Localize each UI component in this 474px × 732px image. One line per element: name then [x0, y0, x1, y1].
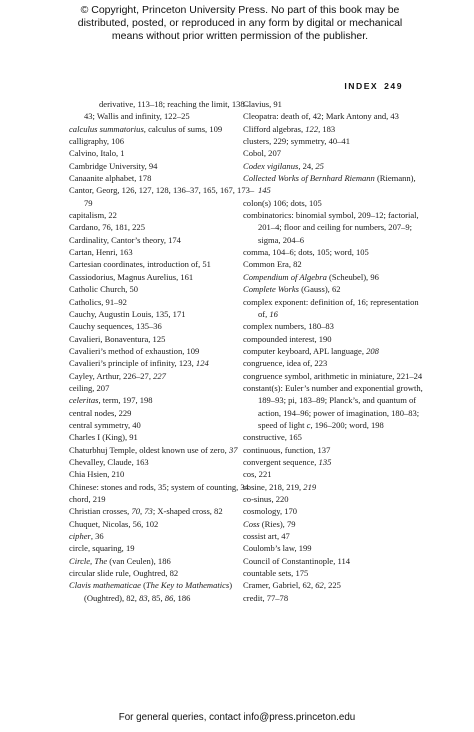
index-entry: calligraphy, 106	[69, 136, 124, 147]
index-entry: calculus summatorius, calculus of sums, 109	[69, 123, 223, 134]
index-entry: celeritas, term, 197, 198	[69, 395, 153, 406]
index-entry: Cartesian coordinates, introduction of, 51	[69, 259, 211, 270]
index-entry: Charles I (King), 91	[69, 432, 138, 443]
copyright-notice	[40, 4, 440, 43]
page-number: 249	[384, 81, 403, 91]
index-entry: Catholic Church, 50	[69, 284, 139, 295]
index-entry: Council of Constantinople, 114	[243, 555, 350, 566]
index-entry: Catholics, 91–92	[69, 296, 127, 307]
index-entry: computer keyboard, APL language, 208	[243, 345, 379, 356]
index-entry: Cardano, 76, 181, 225	[69, 222, 145, 233]
index-entry: Cleopatra: death of, 42; Mark Antony and, 43	[243, 111, 399, 122]
index-entry: Clavis mathematicae (The Key to Mathematics) (Oughtred), 82, 83, 85, 86, 186	[69, 580, 233, 603]
index-entry: colon(s) 106; dots, 105	[243, 197, 322, 208]
index-entry: Coulomb’s law, 199	[243, 543, 312, 554]
index-entry: Chuquet, Nicolas, 56, 102	[69, 518, 159, 529]
index-entry: congruence, idea of, 223	[243, 358, 328, 369]
index-entry: Chaturbhuj Temple, oldest known use of zero, 37	[69, 444, 238, 455]
index-entry: Clifford algebras, 122, 183	[243, 123, 336, 134]
index-entry: Common Era, 82	[243, 259, 302, 270]
index-entry: congruence symbol, arithmetic in miniature, 221–24	[243, 370, 423, 381]
copyright-line-1: © Copyright, Princeton University Press. No part of this book may be	[80, 4, 400, 16]
index-entry: complex exponent: definition of, 16; representation of, 16	[243, 296, 419, 319]
index-entry: Cauchy sequences, 135–36	[69, 321, 162, 332]
index-entry: Cavalieri’s method of exhaustion, 109	[69, 345, 200, 356]
index-entry: Cassiodorius, Magnus Aurelius, 161	[69, 271, 194, 282]
index-entry: Coss (Ries), 79	[243, 518, 296, 529]
index-entry: cosmology, 170	[243, 506, 298, 517]
index-entry: cossist art, 47	[243, 531, 290, 542]
index-entry: chord, 219	[69, 494, 106, 504]
index-entry: Cobol, 207	[243, 148, 281, 159]
index-entry: Cambridge University, 94	[69, 160, 158, 171]
index-entry: Cayley, Arthur, 226–27, 227	[69, 370, 166, 381]
index-entry: Cavalieri, Bonaventura, 125	[69, 333, 166, 344]
index-entry: Clavius, 91	[243, 99, 282, 109]
index-entry: convergent sequence, 135	[243, 456, 332, 467]
index-entry: credit, 77–78	[243, 592, 289, 603]
index-entry: constant(s): Euler’s number and exponential growth, 189–93; pi, 183–89; Planck’s, and quantum of action, 194–96; power of imagination, 180–83; speed of light c, 196–200; word, 198	[243, 382, 423, 430]
index-column-left	[69, 98, 255, 604]
index-entry: capitalism, 22	[69, 210, 117, 221]
index-entry: Codex vigilanus, 24, 25	[243, 160, 324, 171]
footer-contact: For general queries, contact info@press.princeton.edu	[118, 712, 356, 723]
index-entry: Chia Hsien, 210	[69, 469, 125, 480]
index-entry: cosine, 218, 219, 219	[243, 481, 317, 492]
index-entry: circle, squaring, 19	[69, 543, 135, 554]
index-entry: Calvino, Italo, 1	[69, 148, 125, 159]
index-entry: Christian crosses, 70, 73; X-shaped cross, 82	[69, 506, 223, 517]
index-entry: ceiling, 207	[69, 382, 110, 393]
index-entry: Cardinality, Cantor’s theory, 174	[69, 234, 181, 245]
index-entry: circular slide rule, Oughtred, 82	[69, 568, 179, 579]
index-entry: Cauchy, Augustin Louis, 135, 171	[69, 308, 186, 319]
index-entry: Cartan, Henri, 163	[69, 247, 133, 258]
index-entry: Cantor, Georg, 126, 127, 128, 136–37, 165, 167, 173–79	[69, 185, 255, 208]
index-entry: derivative, 113–18; reaching the limit, 138–43; Wallis and infinity, 122–25	[84, 99, 249, 122]
index-entry: Collected Works of Bernhard Riemann (Riemann), 145	[243, 173, 416, 196]
index-entry: clusters, 229; symmetry, 40–41	[243, 136, 350, 147]
index-entry: Chinese: stones and rods, 35; system of counting, 34	[69, 481, 249, 492]
index-column-right	[243, 98, 429, 604]
index-entry: combinatorics: binomial symbol, 209–12; factorial, 201–4; floor and ceiling for numbers, 207–9; sigma, 204–6	[243, 210, 419, 245]
index-entry: Circle, The (van Ceulen), 186	[69, 555, 171, 566]
section-title: INDEX	[344, 81, 379, 91]
index-entry: compounded interest, 190	[243, 333, 332, 344]
index-entry: countable sets, 175	[243, 568, 309, 579]
running-head	[344, 81, 403, 91]
index-entry: complex numbers, 180–83	[243, 321, 334, 332]
index-entry: co-sinus, 220	[243, 494, 289, 504]
index-entry: continuous, function, 137	[243, 444, 331, 455]
index-entry: Compendium of Algebra (Scheubel), 96	[243, 271, 379, 282]
index-entry: Cavalieri’s principle of infinity, 123, 124	[69, 358, 209, 369]
index-entry: central symmetry, 40	[69, 419, 141, 430]
copyright-line-3: means without prior written permission of the publisher.	[111, 30, 369, 42]
index-entry: Complete Works (Gauss), 62	[243, 284, 341, 295]
index-entry: Cramer, Gabriel, 62, 62, 225	[243, 580, 341, 591]
index-entry: constructive, 165	[243, 432, 302, 443]
index-entry: cipher, 36	[69, 531, 104, 542]
index-entry: Canaanite alphabet, 178	[69, 173, 152, 184]
index-entry: cos, 221	[243, 469, 272, 480]
index-entry: Chevalley, Claude, 163	[69, 456, 149, 467]
copyright-line-2: distributed, posted, or reproduced in any form by digital or mechanical	[77, 17, 403, 29]
index-entry: comma, 104–6; dots, 105; word, 105	[243, 247, 369, 258]
index-entry: central nodes, 229	[69, 407, 132, 418]
